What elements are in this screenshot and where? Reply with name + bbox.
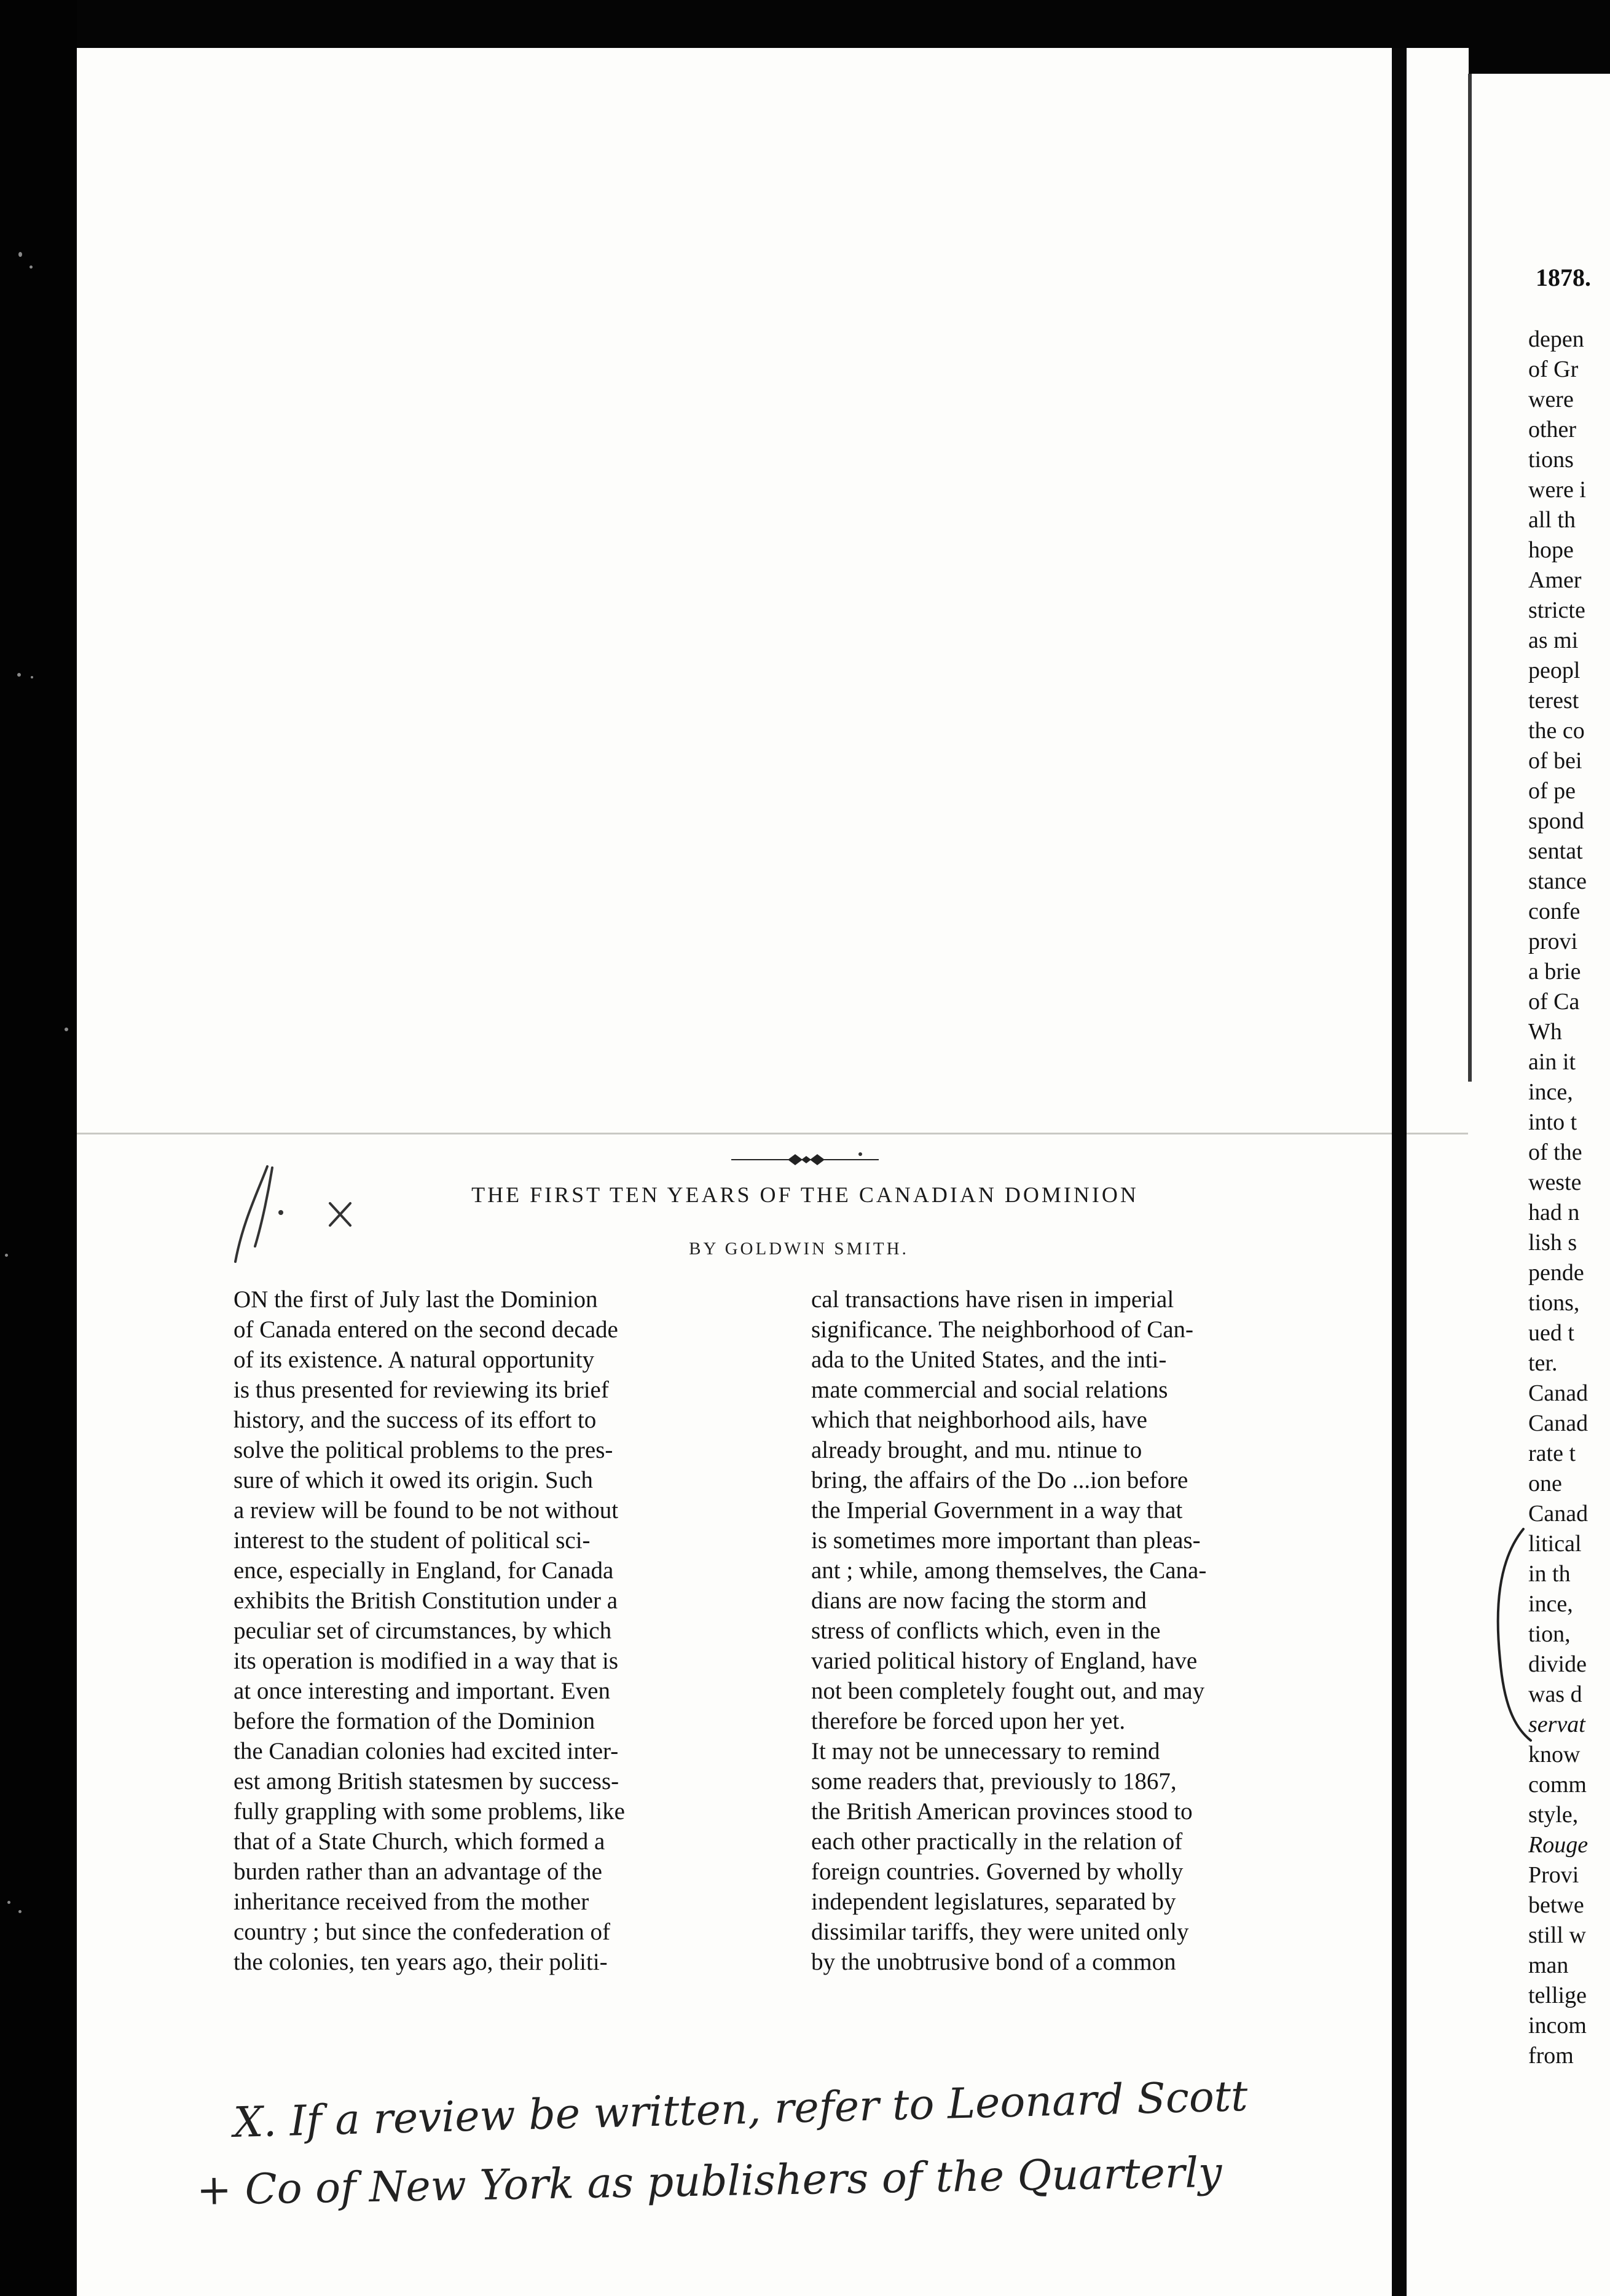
handwritten-note-line-2: + Co of New York as publishers of the Quarterly bbox=[196, 2148, 1223, 2215]
adjacent-page-line: lish s bbox=[1528, 1230, 1577, 1256]
adjacent-page-line: hope bbox=[1528, 537, 1574, 563]
adjacent-page-line: depen bbox=[1528, 326, 1584, 352]
adjacent-page-line: Amer bbox=[1528, 567, 1582, 593]
scan-dust-specks bbox=[0, 0, 77, 2296]
body-text-line: therefore be forced upon her yet. bbox=[811, 1708, 1126, 1734]
handwritten-bracket bbox=[1486, 1524, 1536, 1745]
adjacent-page-line: Rouge bbox=[1528, 1832, 1588, 1858]
body-text-line: significance. The neighborhood of Can- bbox=[811, 1316, 1194, 1343]
adjacent-page-text bbox=[1528, 324, 1610, 2071]
body-text-line: bring, the affairs of the Do ...ion before bbox=[811, 1467, 1188, 1493]
body-text-line: cal transactions have risen in imperial bbox=[811, 1286, 1174, 1313]
body-text-line: sure of which it owed its origin. Such bbox=[234, 1467, 593, 1493]
handwritten-note bbox=[196, 2072, 1364, 2252]
adjacent-page-line: stance bbox=[1528, 868, 1587, 894]
adjacent-page-line: rate t bbox=[1528, 1441, 1576, 1466]
adjacent-page-line: ter. bbox=[1528, 1350, 1558, 1376]
margin-mark-text: / . X bbox=[224, 1154, 226, 1155]
adjacent-page-line: still w bbox=[1528, 1922, 1586, 1948]
body-text-line: a review will be found to be not without bbox=[234, 1497, 619, 1523]
adjacent-page-line: ued t bbox=[1528, 1320, 1574, 1346]
adjacent-page-line: of the bbox=[1528, 1139, 1582, 1165]
adjacent-page-edge bbox=[1468, 74, 1472, 1082]
adjacent-page-line: tions, bbox=[1528, 1290, 1580, 1316]
page-gap bbox=[1392, 48, 1407, 2296]
adjacent-page-line: Canad bbox=[1528, 1410, 1588, 1436]
body-text-line: already brought, and mu. ntinue to bbox=[811, 1437, 1142, 1463]
body-text-line: foreign countries. Governed by wholly bbox=[811, 1858, 1184, 1885]
adjacent-page-line: terest bbox=[1528, 688, 1579, 714]
adjacent-page-line: provi bbox=[1528, 929, 1578, 954]
body-text-line: ence, especially in England, for Canada bbox=[234, 1557, 614, 1584]
adjacent-page-line: other bbox=[1528, 417, 1577, 442]
adjacent-page-line: comm bbox=[1528, 1772, 1587, 1798]
adjacent-page-line: ince, bbox=[1528, 1079, 1573, 1105]
adjacent-page-line: litical bbox=[1528, 1531, 1582, 1557]
adjacent-page-line: as mi bbox=[1528, 627, 1579, 653]
adjacent-page-line: a brie bbox=[1528, 959, 1581, 985]
body-text-line: interest to the student of political sci- bbox=[234, 1527, 591, 1554]
adjacent-page-line: tellige bbox=[1528, 1983, 1587, 2008]
body-text-line: each other practically in the relation of bbox=[811, 1828, 1183, 1855]
body-text-line: that of a State Church, which formed a bbox=[234, 1828, 605, 1855]
body-text-line: of Canada entered on the second decade bbox=[234, 1316, 618, 1343]
adjacent-page-line: was d bbox=[1528, 1681, 1582, 1707]
adjacent-page-line: were bbox=[1528, 387, 1574, 412]
body-text-line: stress of conflicts which, even in the bbox=[811, 1618, 1161, 1644]
adjacent-page-line: of pe bbox=[1528, 778, 1576, 804]
body-text-line: est among British statesmen by success- bbox=[234, 1768, 619, 1795]
adjacent-page-line: tion, bbox=[1528, 1621, 1571, 1647]
adjacent-page-line: confe bbox=[1528, 898, 1581, 924]
adjacent-page-line: were i bbox=[1528, 477, 1586, 503]
body-text-line: not been completely fought out, and may bbox=[811, 1678, 1205, 1704]
adjacent-page-line: incom bbox=[1528, 2013, 1587, 2038]
body-text-line: varied political history of England, have bbox=[811, 1648, 1198, 1674]
adjacent-page-line: servat bbox=[1528, 1712, 1585, 1737]
adjacent-page-line: man bbox=[1528, 1952, 1569, 1978]
body-text-line: burden rather than an advantage of the bbox=[234, 1858, 602, 1885]
page-fold-line bbox=[77, 1133, 1469, 1134]
body-text-line: mate commercial and social relations bbox=[811, 1377, 1168, 1403]
body-text-line: exhibits the British Constitution under a bbox=[234, 1587, 618, 1614]
adjacent-page-line: Wh bbox=[1528, 1019, 1562, 1045]
body-text-line: inheritance received from the mother bbox=[234, 1889, 589, 1915]
adjacent-page-line: from bbox=[1528, 2043, 1574, 2069]
body-text-line: some readers that, previously to 1867, bbox=[811, 1768, 1177, 1795]
body-text-line: solve the political problems to the pres- bbox=[234, 1437, 613, 1463]
body-text-line: fully grappling with some problems, like bbox=[234, 1798, 625, 1825]
title-ornament bbox=[731, 1150, 879, 1169]
adjacent-page-line: peopl bbox=[1528, 658, 1581, 683]
body-text-line: the British American provinces stood to bbox=[811, 1798, 1193, 1825]
adjacent-page-line: tions bbox=[1528, 447, 1574, 473]
body-text-line: ada to the United States, and the inti- bbox=[811, 1347, 1167, 1373]
adjacent-page-fragment bbox=[1468, 74, 1610, 2296]
body-text-line: dians are now facing the storm and bbox=[811, 1587, 1147, 1614]
adjacent-page-line: of Ca bbox=[1528, 989, 1580, 1015]
adjacent-page-line: sentat bbox=[1528, 838, 1583, 864]
body-column-left bbox=[234, 1284, 787, 1977]
adjacent-page-line: Provi bbox=[1528, 1862, 1579, 1888]
body-text-line: It may not be unnecessary to remind bbox=[811, 1738, 1160, 1764]
body-text-line: before the formation of the Dominion bbox=[234, 1708, 595, 1734]
body-text-line: peculiar set of circumstances, by which bbox=[234, 1618, 612, 1644]
body-text-line: ant ; while, among themselves, the Cana- bbox=[811, 1557, 1207, 1584]
adjacent-page-line: stricte bbox=[1528, 597, 1585, 623]
adjacent-page-line: style, bbox=[1528, 1802, 1579, 1828]
body-text-line: the Canadian colonies had excited inter- bbox=[234, 1738, 619, 1764]
adjacent-page-line: in th bbox=[1528, 1561, 1571, 1587]
adjacent-page-line: of Gr bbox=[1528, 356, 1579, 382]
body-column-right bbox=[811, 1284, 1364, 1977]
body-text-line: the colonies, ten years ago, their politi- bbox=[234, 1949, 608, 1975]
adjacent-page-line: ain it bbox=[1528, 1049, 1576, 1075]
body-text-line: its operation is modified in a way that is bbox=[234, 1648, 619, 1674]
body-text-line: the Imperial Government in a way that bbox=[811, 1497, 1183, 1523]
body-text-line: country ; but since the confederation of bbox=[234, 1919, 610, 1945]
adjacent-page-line: one bbox=[1528, 1471, 1562, 1496]
body-text-line: dissimilar tariffs, they were united only bbox=[811, 1919, 1189, 1945]
handwritten-margin-mark bbox=[224, 1154, 366, 1268]
handwritten-note-line-1: X. If a review be written, refer to Leonard Scott bbox=[232, 2072, 1249, 2147]
body-text-line: is sometimes more important than pleas- bbox=[811, 1527, 1201, 1554]
article-title: THE FIRST TEN YEARS OF THE CANADIAN DOMINION bbox=[471, 1182, 1139, 1207]
body-text-line: at once interesting and important. Even bbox=[234, 1678, 610, 1704]
body-text-line: is thus presented for reviewing its brief bbox=[234, 1377, 609, 1403]
body-text-line: ON the first of July last the Dominion bbox=[234, 1286, 598, 1313]
adjacent-page-line: pende bbox=[1528, 1260, 1584, 1286]
adjacent-page-line: of bei bbox=[1528, 748, 1582, 774]
body-text-line: of its existence. A natural opportunity bbox=[234, 1347, 595, 1373]
adjacent-page-line: all th bbox=[1528, 507, 1576, 533]
adjacent-page-line: know bbox=[1528, 1742, 1581, 1767]
adjacent-page-line: Canad bbox=[1528, 1380, 1588, 1406]
body-text-line: history, and the success of its effort to bbox=[234, 1407, 597, 1433]
adjacent-page-line: weste bbox=[1528, 1170, 1582, 1195]
adjacent-page-line: ince, bbox=[1528, 1591, 1573, 1617]
adjacent-page-line: divide bbox=[1528, 1651, 1587, 1677]
adjacent-page-line: had n bbox=[1528, 1200, 1580, 1225]
adjacent-page-line: Canad bbox=[1528, 1501, 1588, 1527]
body-text-line: which that neighborhood ails, have bbox=[811, 1407, 1147, 1433]
body-text-line: by the unobtrusive bond of a common bbox=[811, 1949, 1176, 1975]
adjacent-page-line: the co bbox=[1528, 718, 1585, 744]
adjacent-page-year: 1878. bbox=[1536, 264, 1591, 291]
adjacent-page-line: betwe bbox=[1528, 1892, 1584, 1918]
adjacent-page-line: spond bbox=[1528, 808, 1584, 834]
adjacent-page-line: into t bbox=[1528, 1109, 1577, 1135]
body-text-line: independent legislatures, separated by bbox=[811, 1889, 1176, 1915]
article-byline: BY GOLDWIN SMITH. bbox=[689, 1239, 909, 1259]
